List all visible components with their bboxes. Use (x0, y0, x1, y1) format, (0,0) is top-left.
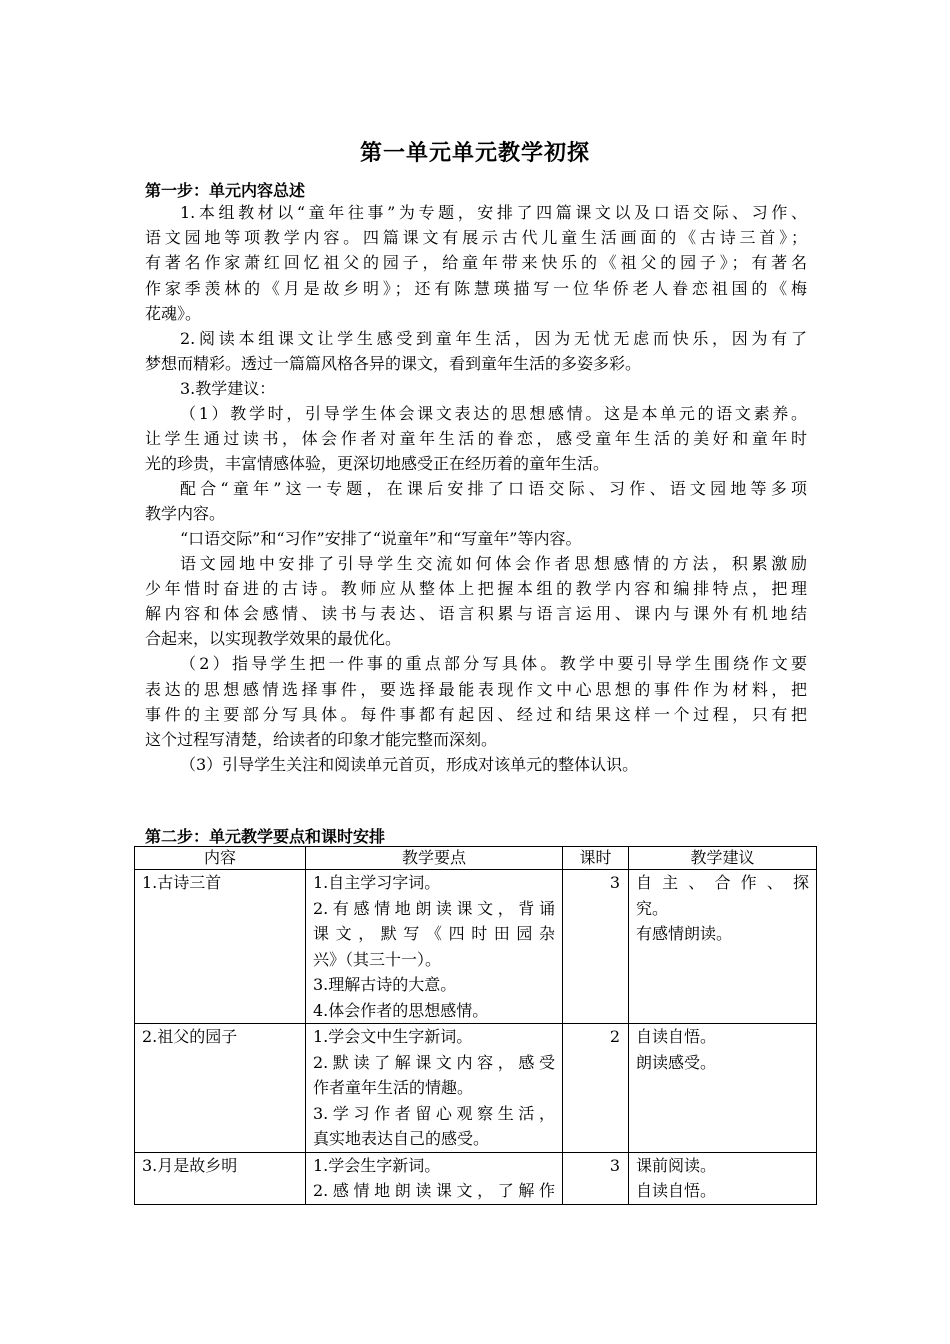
paragraph-line: 光的珍贵，丰富情感体验，更深切地感受正在经历着的童年生活。 (145, 454, 610, 473)
step2-heading: 第二步：单元教学要点和课时安排 (145, 827, 386, 846)
paragraph-line: 语文园地中安排了引导学生交流如何体会作者思想感情的方法，积累激励 (180, 554, 807, 573)
teaching-point: 3.学习作者留心观察生活， (313, 1103, 555, 1123)
teaching-suggestions-cell (629, 870, 817, 1024)
paragraph-line: 少年惜时奋进的古诗。教师应从整体上把握本组的教学内容和编排特点，把理 (145, 579, 807, 598)
teaching-suggestion: 朗读感受。 (636, 1052, 717, 1072)
paragraph-line: 表达的思想感情选择事件，要选择最能表现作文中心思想的事件作为材料，把 (145, 680, 807, 699)
teaching-point: 1.自主学习字词。 (313, 873, 441, 892)
paragraph-line: 有著名作家萧红回忆祖父的园子，给童年带来快乐的《祖父的园子》；有著名 (145, 253, 807, 272)
paragraph-line: 合起来，以实现教学效果的最优化。 (145, 629, 402, 648)
column-header: 课时 (563, 847, 629, 870)
column-header: 教学要点 (306, 847, 563, 870)
paragraph-line: 这个过程写清楚，给读者的印象才能完整而深刻。 (145, 730, 498, 749)
teaching-point: 2.默读了解课文内容，感受 (313, 1052, 555, 1072)
teaching-suggestion: 自主、合作、探 (636, 873, 809, 892)
teaching-suggestions-cell (629, 1024, 817, 1153)
step1-heading: 第一步：单元内容总述 (145, 181, 306, 200)
teaching-suggestion: 究。 (636, 898, 669, 918)
teaching-point: 4.体会作者的思想感情。 (313, 1000, 489, 1020)
column-header: 教学建议 (629, 847, 817, 870)
paragraph-line: 配合“童年”这一专题，在课后安排了口语交际、习作、语文园地等多项 (180, 479, 807, 498)
teaching-point: 作者童年生活的情趣。 (313, 1078, 474, 1097)
paragraph-line: “口语交际”和“习作”安排了“说童年”和“写童年”等内容。 (180, 529, 582, 548)
paragraph-line: 2.阅读本组课文让学生感受到童年生活，因为无忧无虑而快乐，因为有了 (180, 329, 807, 348)
teaching-suggestion: 自读自悟。 (636, 1181, 717, 1200)
teaching-points-cell (306, 1024, 563, 1153)
lesson-plan-table (134, 846, 817, 1205)
teaching-point: 1.学会生字新词。 (313, 1155, 441, 1175)
teaching-point: 2.感情地朗读课文，了解作 (313, 1181, 555, 1200)
class-hours-cell: 3 (563, 870, 629, 1024)
teaching-point: 3.理解古诗的大意。 (313, 975, 457, 994)
table-row (135, 870, 817, 1024)
paragraph-line: （3）引导学生关注和阅读单元首页，形成对该单元的整体认识。 (180, 755, 639, 774)
teaching-suggestion: 自读自悟。 (636, 1027, 717, 1046)
paragraph-line: （2）指导学生把一件事的重点部分写具体。教学中要引导学生围绕作文要 (180, 654, 807, 673)
teaching-point: 真实地表达自己的感受。 (313, 1129, 490, 1148)
teaching-point: 兴》（其三十一）。 (313, 949, 442, 969)
table-header-row (135, 847, 817, 870)
teaching-point: 1.学会文中生字新词。 (313, 1027, 473, 1046)
paragraph-line: （1）教学时，引导学生体会课文表达的思想感情。这是本单元的语文素养。 (180, 404, 807, 423)
teaching-point: 课文，默写《四时田园杂 (313, 924, 555, 943)
lesson-content-cell: 3.月是故乡明 (135, 1152, 306, 1204)
page-title: 第一单元单元教学初探 (359, 140, 590, 166)
paragraph-line: 让学生通过读书，体会作者对童年生活的眷恋，感受童年生活的美好和童年时 (145, 429, 807, 448)
paragraph-line: 语文园地等项教学内容。四篇课文有展示古代儿童生活画面的《古诗三首》； (145, 228, 807, 247)
teaching-suggestion: 课前阅读。 (636, 1155, 717, 1175)
paragraph-line: 花魂》。 (145, 304, 202, 323)
column-header: 内容 (135, 847, 306, 870)
class-hours-cell: 2 (563, 1024, 629, 1153)
paragraph-line: 梦想而精彩。透过一篇篇风格各异的课文，看到童年生活的多姿多彩。 (145, 354, 642, 373)
teaching-suggestion: 有感情朗读。 (636, 924, 733, 943)
teaching-suggestions-cell (629, 1152, 817, 1204)
lesson-content-cell: 2.祖父的园子 (135, 1024, 306, 1153)
lesson-content-cell: 1.古诗三首 (135, 870, 306, 1024)
paragraph-line: 解内容和体会感情、读书与表达、语言积累与语言运用、课内与课外有机地结 (145, 604, 807, 623)
table-row (135, 1024, 817, 1153)
paragraph-line: 3.教学建议： (180, 379, 276, 398)
class-hours-cell: 3 (563, 1152, 629, 1204)
paragraph-line: 教学内容。 (145, 504, 226, 523)
paragraph-line: 1.本组教材以“童年往事”为专题，安排了四篇课文以及口语交际、习作、 (180, 203, 807, 222)
teaching-points-cell (306, 870, 563, 1024)
table-row (135, 1152, 817, 1204)
teaching-point: 2.有感情地朗读课文，背诵 (313, 898, 555, 918)
paragraph-line: 事件的主要部分写具体。每件事都有起因、经过和结果这样一个过程，只有把 (145, 705, 807, 724)
paragraph-line: 作家季羡林的《月是故乡明》；还有陈慧瑛描写一位华侨老人眷恋祖国的《梅 (145, 279, 807, 298)
teaching-points-cell (306, 1152, 563, 1204)
